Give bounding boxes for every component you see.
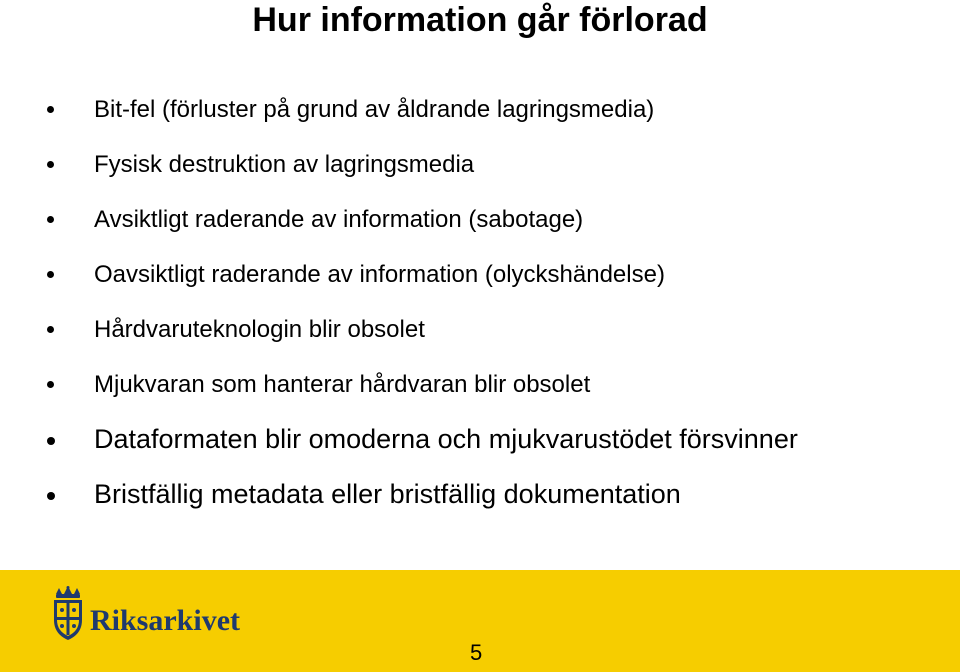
bullet-dot-icon bbox=[47, 271, 54, 278]
bullet-text: Avsiktligt raderande av information (sabotage) bbox=[94, 206, 584, 233]
list-item bbox=[0, 192, 960, 247]
bullet-text: Bristfällig metadata eller bristfällig dokumentation bbox=[94, 479, 681, 509]
list-item bbox=[0, 247, 960, 302]
bullet-text: Bit-fel (förluster på grund av åldrande lagringsmedia) bbox=[94, 96, 655, 123]
bullet-text: Fysisk destruktion av lagringsmedia bbox=[94, 151, 475, 178]
svg-text:Riksarkivet: Riksarkivet bbox=[90, 604, 240, 637]
page-number: 5 bbox=[470, 640, 483, 665]
bullet-dot-icon bbox=[47, 326, 54, 333]
bullet-dot-icon bbox=[47, 216, 54, 223]
bullet-text: Mjukvaran som hanterar hårdvaran blir obsolet bbox=[94, 371, 591, 398]
riksarkivet-logo bbox=[50, 586, 270, 646]
list-item bbox=[0, 302, 960, 357]
list-item bbox=[0, 357, 960, 412]
bullet-dot-icon bbox=[47, 161, 54, 168]
footer-band bbox=[0, 570, 960, 672]
bullet-list bbox=[0, 82, 960, 522]
list-item bbox=[0, 467, 960, 522]
list-item bbox=[0, 82, 960, 137]
bullet-dot-icon bbox=[47, 437, 55, 445]
list-item bbox=[0, 412, 960, 467]
bullet-text: Hårdvaruteknologin blir obsolet bbox=[94, 316, 425, 343]
crowned-shield-icon bbox=[50, 586, 270, 646]
bullet-dot-icon bbox=[47, 492, 55, 500]
list-item bbox=[0, 137, 960, 192]
bullet-dot-icon bbox=[47, 106, 54, 113]
bullet-text: Oavsiktligt raderande av information (olyckshändelse) bbox=[94, 261, 665, 288]
slide-title: Hur information går förlorad bbox=[252, 1, 708, 39]
bullet-text: Dataformaten blir omoderna och mjukvarustödet försvinner bbox=[94, 424, 798, 454]
bullet-dot-icon bbox=[47, 381, 54, 388]
